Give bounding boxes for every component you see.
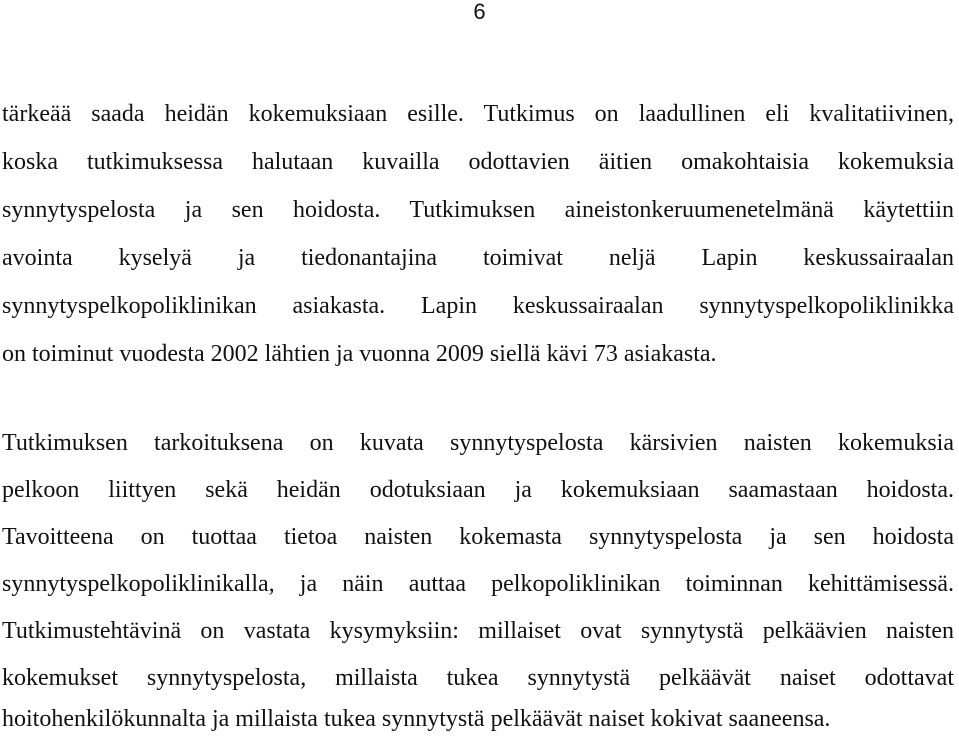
paragraph-line: synnytyspelkopoliklinikan asiakasta. Lapin keskussairaalan synnytyspelkopoliklinikka xyxy=(2,293,954,319)
paragraph-line: Tavoitteena on tuottaa tietoa naisten kokemasta synnytyspelosta ja sen hoidosta xyxy=(2,524,954,550)
page-number: 6 xyxy=(473,0,486,24)
paragraph-line: synnytyspelkopoliklinikalla, ja näin auttaa pelkopoliklinikan toiminnan kehittämisessä. xyxy=(2,571,954,597)
paragraph-line: Tutkimuksen tarkoituksena on kuvata synnytyspelosta kärsivien naisten kokemuksia xyxy=(2,430,954,456)
paragraph-line: kokemukset synnytyspelosta, millaista tukea synnytystä pelkäävät naiset odottavat xyxy=(2,665,954,691)
paragraph-line: synnytyspelosta ja sen hoidosta. Tutkimuksen aineistonkeruumenetelmänä käytettiin xyxy=(2,197,954,223)
paragraph-line: pelkoon liittyen sekä heidän odotuksiaan ja kokemuksiaan saamastaan hoidosta. xyxy=(2,477,954,503)
paragraph-line: tärkeää saada heidän kokemuksiaan esille. Tutkimus on laadullinen eli kvalitatiivinen, xyxy=(2,101,954,127)
paragraph-line: koska tutkimuksessa halutaan kuvailla odottavien äitien omakohtaisia kokemuksia xyxy=(2,149,954,175)
paragraph-line: Tutkimustehtävinä on vastata kysymyksiin: millaiset ovat synnytystä pelkäävien naisten xyxy=(2,618,954,644)
paragraph-line: on toiminut vuodesta 2002 lähtien ja vuonna 2009 siellä kävi 73 asiakasta. xyxy=(2,341,717,367)
paragraph-line: hoitohenkilökunnalta ja millaista tukea synnytystä pelkäävät naiset kokivat saaneensa. xyxy=(2,706,831,732)
paragraph-line: avointa kyselyä ja tiedonantajina toimivat neljä Lapin keskussairaalan xyxy=(2,245,954,271)
